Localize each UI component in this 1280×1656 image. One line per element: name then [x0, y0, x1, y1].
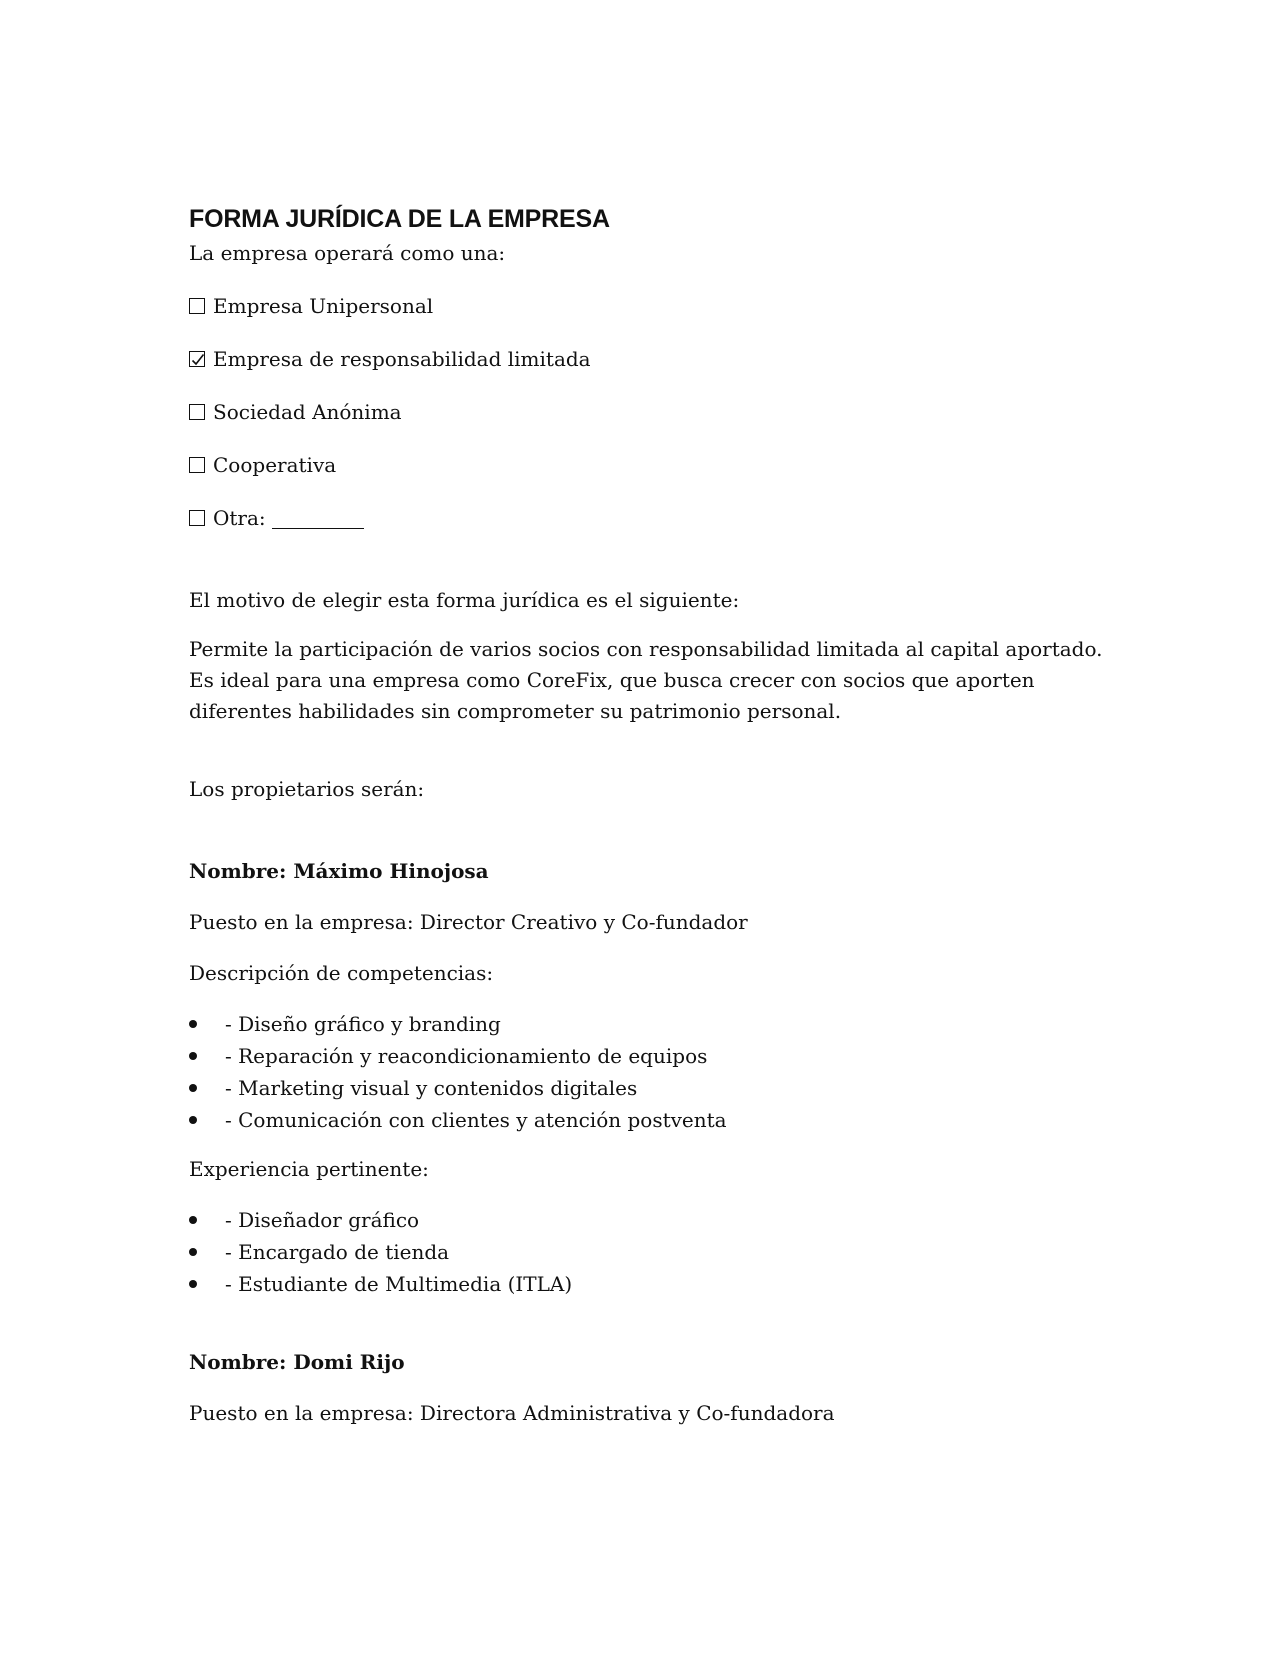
- bullet-icon: [189, 1116, 197, 1124]
- document-title: FORMA JURÍDICA DE LA EMPRESA: [189, 205, 610, 233]
- list-item: - Diseñador gráfico: [189, 1204, 1089, 1236]
- option-label: Otra:: [213, 506, 266, 530]
- owner-name: Nombre: Máximo Hinojosa: [189, 859, 489, 883]
- reason-line: Permite la participación de varios socios con responsabilidad limitada al capital aportado.: [189, 637, 1103, 661]
- bullet-icon: [189, 1280, 197, 1288]
- owners-intro: Los propietarios serán:: [189, 777, 425, 801]
- option-label: Cooperativa: [213, 453, 337, 477]
- list-item: - Marketing visual y contenidos digitales: [189, 1072, 1089, 1104]
- checkbox-checked-icon[interactable]: [189, 351, 205, 367]
- bullet-icon: [189, 1216, 197, 1224]
- option-otra[interactable]: [189, 503, 1089, 533]
- checkbox-unchecked-icon[interactable]: [189, 298, 205, 314]
- option-sociedad-anonima[interactable]: [189, 397, 1089, 427]
- bullet-icon: [189, 1084, 197, 1092]
- experience-label: Experiencia pertinente:: [189, 1157, 429, 1181]
- otra-blank-field[interactable]: [272, 508, 364, 529]
- list-item: - Reparación y reacondicionamiento de equipos: [189, 1040, 1089, 1072]
- bullet-icon: [189, 1248, 197, 1256]
- bullet-icon: [189, 1020, 197, 1028]
- checkbox-unchecked-icon[interactable]: [189, 404, 205, 420]
- option-cooperativa[interactable]: [189, 450, 1089, 480]
- competencies-label: Descripción de competencias:: [189, 961, 494, 985]
- option-empresa-responsabilidad-limitada[interactable]: [189, 344, 1089, 374]
- list-item: - Diseño gráfico y branding: [189, 1008, 1089, 1040]
- reason-line: diferentes habilidades sin comprometer su patrimonio personal.: [189, 699, 842, 723]
- owner-position: Puesto en la empresa: Directora Administrativa y Co-fundadora: [189, 1401, 835, 1425]
- owner-name: Nombre: Domi Rijo: [189, 1350, 405, 1374]
- list-item: - Comunicación con clientes y atención postventa: [189, 1104, 1089, 1136]
- reason-intro: El motivo de elegir esta forma jurídica es el siguiente:: [189, 588, 740, 612]
- owner-position: Puesto en la empresa: Director Creativo y Co-fundador: [189, 910, 748, 934]
- reason-paragraph: [189, 634, 1103, 727]
- bullet-icon: [189, 1052, 197, 1060]
- checkbox-unchecked-icon[interactable]: [189, 510, 205, 526]
- option-label: Empresa de responsabilidad limitada: [213, 347, 591, 371]
- list-item: - Estudiante de Multimedia (ITLA): [189, 1268, 1089, 1300]
- document-page: [189, 200, 1103, 1428]
- option-label: Sociedad Anónima: [213, 400, 402, 424]
- option-label: Empresa Unipersonal: [213, 294, 434, 318]
- intro-text: La empresa operará como una:: [189, 241, 506, 265]
- reason-line: Es ideal para una empresa como CoreFix, que busca crecer con socios que aporten: [189, 668, 1035, 692]
- checkbox-unchecked-icon[interactable]: [189, 457, 205, 473]
- competencies-list: [189, 1008, 1089, 1136]
- option-empresa-unipersonal[interactable]: [189, 291, 1089, 321]
- experience-list: [189, 1204, 1089, 1300]
- list-item: - Encargado de tienda: [189, 1236, 1089, 1268]
